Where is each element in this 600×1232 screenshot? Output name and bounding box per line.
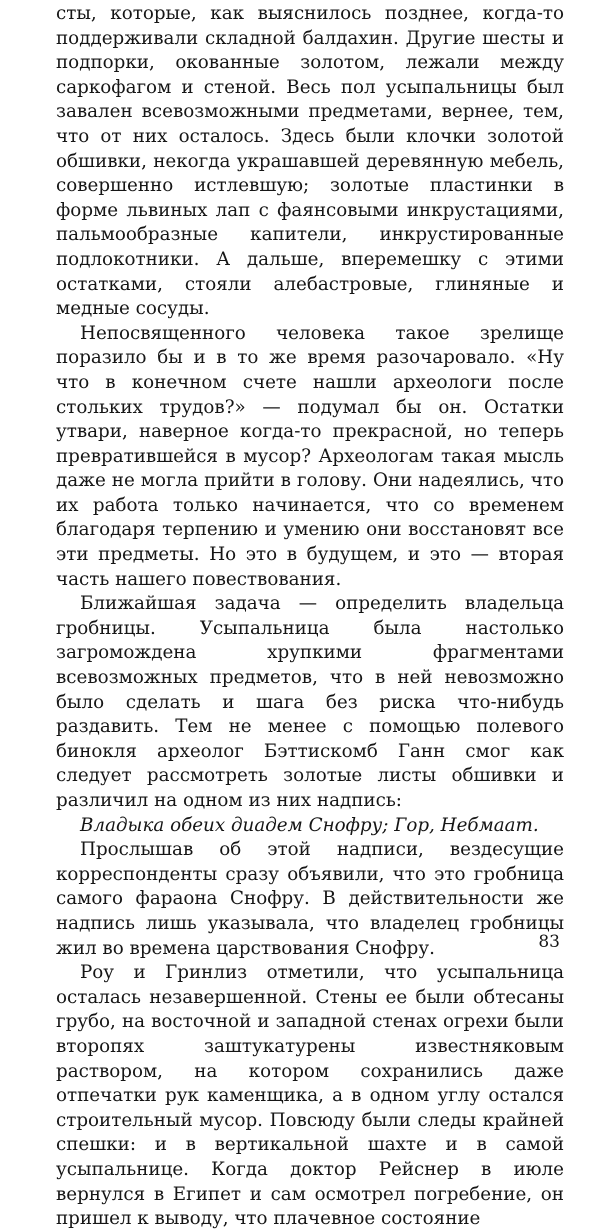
- paragraph-3: Ближайшая задача — определить владельца гробницы. Усыпальница была настолько загромождена хрупкими фрагментами всевозможных предметов, что в ней невозможно было сделать и шага без риска что-нибудь раздавить. Тем не менее с помощью полевого бинокля археолог Бэттискомб Ганн смог как следует рассмотреть золотые листы обшивки и различил на одном из них надпись:: [56, 593, 564, 811]
- paragraph-6: Роу и Гринлиз отметили, что усыпальница осталась незавершенной. Стены ее были обтесаны грубо, на восточной и западной стенах огрехи были второпях заштукатурены известняковым раствором, на котором сохранились даже отпечатки рук каменщика, а в одном углу остался строительный мусор. Повсюду были следы крайней спешки: и в вертикальной шахте и в самой усыпальнице. Когда доктор Рейснер в июле вернулся в Египет и сам осмотрел погребение, он пришел к выводу, что плачевное состояние: [56, 962, 564, 1230]
- text-column: [56, 2, 564, 1232]
- paragraph-2: Непосвященного человека такое зрелище поразило бы и в то же время разочаровало. «Ну что в конечном счете нашли археологи после стольких трудов?» — подумал бы он. Остатки утвари, наверное когда-то прекрасной, но теперь превратившейся в мусор? Археологам такая мысль даже не могла прийти в голову. Они надеялись, что их работа только начинается, что со временем благодаря терпению и умению они восстановят все эти предметы. Но это в будущем, и это — вторая часть нашего повествования.: [56, 322, 564, 590]
- paragraph-5: Прослышав об этой надписи, вездесущие корреспонденты сразу объявили, что это гробница самого фараона Снофру. В действительности же надпись лишь указывала, что владелец гробницы жил во времена царствования Снофру.: [56, 839, 564, 959]
- inscription-line: Владыка обеих диадем Снофру; Гор, Небмаат.: [80, 814, 539, 836]
- page-number: 83: [538, 932, 560, 952]
- paragraph-1: сты, которые, как выяснилось позднее, когда-то поддерживали складной балдахин. Другие шесты и подпорки, окованные золотом, лежали между саркофагом и стеной. Весь пол усыпальницы был завален всевозможными предметами, вернее, тем, что от них осталось. Здесь были клочки золотой обшивки, некогда украшавшей деревянную мебель, совершенно истлевшую; золотые пластинки в форме львиных лап с фаянсовыми инкрустациями, пальмообразные капители, инкрустированные подлокотники. А дальше, вперемешку с этими остатками, стояли алебастровые, глиняные и медные сосуды.: [56, 3, 564, 320]
